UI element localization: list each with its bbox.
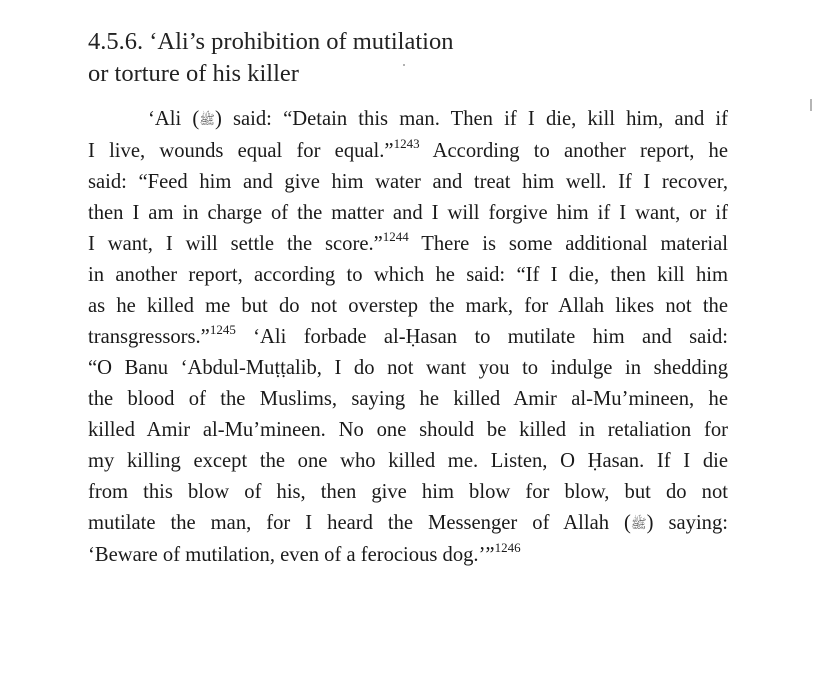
footnote-ref: 1245 xyxy=(209,322,236,337)
body-paragraph xyxy=(88,104,728,571)
paragraph-line: ‘Ali (ﷺ) said: “Detain this man. Then if I die, kill him, and if xyxy=(88,104,728,136)
footnote-ref: 1244 xyxy=(382,229,409,244)
footnote-ref: 1246 xyxy=(494,540,521,555)
paragraph-line: I want, I will settle the score.”$^{1244}$ There is some additional material xyxy=(88,229,728,255)
scan-edge-mark xyxy=(810,99,812,111)
section-heading xyxy=(88,26,648,90)
paragraph-line: mutilate the man, for I heard the Messenger of Allah (ﷺ) saying: xyxy=(88,508,728,540)
paragraph-line: from this blow of his, then give him blow for blow, but do not xyxy=(88,481,728,503)
scan-speck xyxy=(403,64,405,66)
paragraph-line: the blood of the Muslims, saying he killed Amir al-Mu’mineen, he xyxy=(88,388,728,410)
heading-line-1: 4.5.6. ‘Ali’s prohibition of mutilation xyxy=(88,28,454,55)
honorific-icon: ﷺ xyxy=(630,517,647,532)
paragraph-line: in another report, according to which he said: “If I die, then kill him xyxy=(88,264,728,286)
honorific-icon: ﷺ xyxy=(199,113,215,128)
paragraph-line: said: “Feed him and give him water and treat him well. If I recover, xyxy=(88,171,728,193)
heading-line-2: or torture of his killer xyxy=(88,60,299,87)
paragraph-line: ‘Beware of mutilation, even of a ferocious dog.’”$^{1246}$ xyxy=(88,540,521,566)
paragraph-line: “O Banu ‘Abdul-Muṭṭalib, I do not want you to indulge in shedding xyxy=(88,357,728,379)
footnote-ref: 1243 xyxy=(393,136,420,151)
paragraph-line: then I am in charge of the matter and I will forgive him if I want, or if xyxy=(88,202,728,224)
paragraph-line: as he killed me but do not overstep the mark, for Allah likes not the xyxy=(88,295,728,317)
paragraph-line: killed Amir al-Mu’mineen. No one should be killed in retaliation for xyxy=(88,419,728,441)
paragraph-line: I live, wounds equal for equal.”$^{1243}$ According to another report, he xyxy=(88,136,728,162)
paragraph-line: transgressors.”$^{1245}$ ‘Ali forbade al-Ḥasan to mutilate him and said: xyxy=(88,322,728,348)
paragraph-line: my killing except the one who killed me. Listen, O Ḥasan. If I die xyxy=(88,450,728,472)
